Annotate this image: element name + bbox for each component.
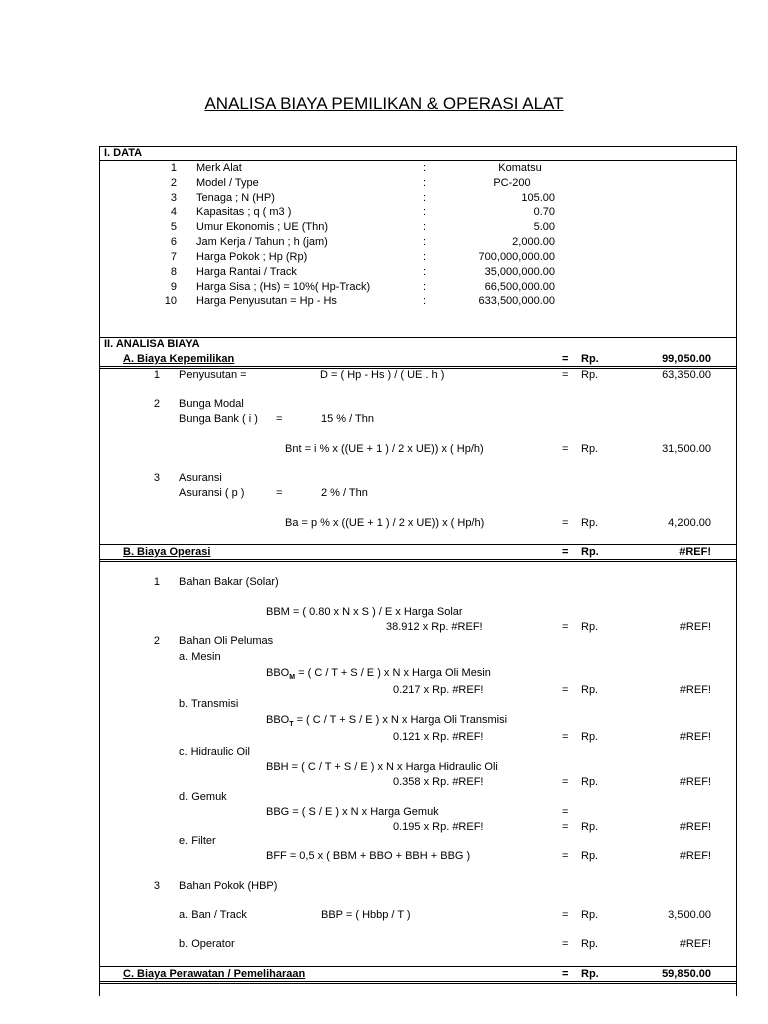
equals-sign: = (562, 821, 569, 833)
ban-track-label: a. Ban / Track (179, 909, 247, 921)
row-colon: : (423, 221, 427, 233)
bbo-transmisi-formula: $BBO_T$ = ( C / T + S / E ) x N x Harga Oli Transmisi (266, 714, 508, 729)
frame-right-line (736, 146, 737, 996)
item-number: 1 (153, 369, 160, 381)
equals-sign: = (562, 850, 569, 862)
biaya-perawatan-total: 59,850.00 (662, 968, 711, 980)
operator-label: b. Operator (179, 938, 235, 950)
oli-pelumas-label: Bahan Oli Pelumas (179, 635, 274, 647)
currency-label: Rp. (581, 731, 599, 743)
row-label: Harga Penyusutan = Hp - Hs (196, 295, 337, 307)
data-heading-line (99, 160, 737, 161)
row-number: 4 (170, 206, 177, 218)
row-value: PC-200 (493, 177, 531, 189)
currency-label: Rp. (581, 369, 599, 381)
filter-label: e. Filter (179, 835, 216, 847)
currency-label: Rp. (581, 546, 599, 558)
equals-sign: = (562, 546, 569, 558)
row-value: Komatsu (498, 162, 542, 174)
bbg-formula: BBG = ( S / E ) x N x Harga Gemuk (266, 806, 439, 818)
data-section-heading: I. DATA (104, 147, 143, 159)
row-label: Tenaga ; N (HP) (196, 192, 275, 204)
perawatan-top-line (99, 966, 737, 967)
bbg-calc: 0.195 x Rp. #REF! (393, 821, 484, 833)
row-label: Merk Alat (196, 162, 242, 174)
row-colon: : (423, 206, 427, 218)
currency-label: Rp. (581, 517, 599, 529)
row-value: 700,000,000.00 (478, 251, 555, 263)
item-number: 2 (153, 398, 160, 410)
bff-formula: BFF = 0,5 x ( BBM + BBO + BBH + BBG ) (266, 850, 471, 862)
bbg-value: #REF! (679, 821, 711, 833)
row-number: 2 (170, 177, 177, 189)
equals-sign: = (562, 938, 569, 950)
bbo-mesin-value: #REF! (679, 684, 711, 696)
row-value: 35,000,000.00 (484, 266, 555, 278)
equals-sign: = (562, 909, 569, 921)
currency-label: Rp. (581, 850, 599, 862)
bunga-rate: 15 % / Thn (321, 413, 374, 425)
bbh-formula: BBH = ( C / T + S / E ) x N x Harga Hidraulic Oli (266, 761, 498, 773)
item-number: 2 (153, 635, 160, 647)
bbp-value: 3,500.00 (668, 909, 711, 921)
bbo-transmisi-value: #REF! (679, 731, 711, 743)
row-value: 0.70 (533, 206, 555, 218)
row-number: 6 (170, 236, 177, 248)
bbh-value: #REF! (679, 776, 711, 788)
row-label: Umur Ekonomis ; UE (Thn) (196, 221, 329, 233)
item-number: 3 (153, 472, 160, 484)
currency-label: Rp. (581, 443, 599, 455)
row-number: 7 (170, 251, 177, 263)
bbm-value: #REF! (679, 621, 711, 633)
equals-sign: = (562, 806, 569, 818)
analisa-heading: II. ANALISA BIAYA (104, 338, 200, 350)
equals-sign: = (562, 684, 569, 696)
penyusutan-formula: D = ( Hp - Hs ) / ( UE . h ) (320, 369, 445, 381)
biaya-operasi-total: #REF! (679, 546, 711, 558)
currency-label: Rp. (581, 821, 599, 833)
row-colon: : (423, 266, 427, 278)
asuransi-value: 4,200.00 (668, 517, 711, 529)
equals-sign: = (562, 731, 569, 743)
row-value: 5.00 (533, 221, 555, 233)
row-colon: : (423, 295, 427, 307)
equals-sign: = (276, 413, 283, 425)
biaya-operasi-label: B. Biaya Operasi (123, 546, 211, 558)
asuransi-label: Asuransi (179, 472, 222, 484)
equals-sign: = (562, 968, 569, 980)
asuransi-sub-label: Asuransi ( p ) (179, 487, 245, 499)
frame-top-line (99, 146, 737, 147)
equals-sign: = (562, 353, 569, 365)
asuransi-formula: Ba = p % x ((UE + 1 ) / 2 x UE)) x ( Hp/h) (285, 517, 485, 529)
equals-sign: = (276, 487, 283, 499)
bunga-bank-label: Bunga Bank ( i ) (179, 413, 258, 425)
row-label: Model / Type (196, 177, 259, 189)
operasi-top-line (99, 544, 737, 545)
bbo-transmisi-calc: 0.121 x Rp. #REF! (393, 731, 484, 743)
row-colon: : (423, 251, 427, 263)
bahan-pokok-label: Bahan Pokok (HBP) (179, 880, 278, 892)
currency-label: Rp. (581, 684, 599, 696)
bahan-bakar-label: Bahan Bakar (Solar) (179, 576, 279, 588)
penyusutan-value: 63,350.00 (662, 369, 711, 381)
row-value: 66,500,000.00 (484, 281, 555, 293)
item-number: 1 (153, 576, 160, 588)
row-number: 9 (170, 281, 177, 293)
bff-value: #REF! (679, 850, 711, 862)
asuransi-rate: 2 % / Thn (321, 487, 368, 499)
bunga-modal-label: Bunga Modal (179, 398, 244, 410)
row-colon: : (423, 281, 427, 293)
bbh-calc: 0.358 x Rp. #REF! (393, 776, 484, 788)
biaya-kepemilikan-label: A. Biaya Kepemilikan (123, 353, 235, 365)
row-value: 633,500,000.00 (478, 295, 555, 307)
equals-sign: = (562, 517, 569, 529)
currency-label: Rp. (581, 909, 599, 921)
row-number: 10 (164, 295, 177, 307)
equals-sign: = (562, 776, 569, 788)
row-label: Harga Sisa ; (Hs) = 10%( Hp-Track) (196, 281, 371, 293)
bbo-mesin-formula: $BBO_M$ = ( C / T + S / E ) x N x Harga Oli Mesin (266, 667, 491, 682)
row-value: 105.00 (521, 192, 555, 204)
page-title: ANALISA BIAYA PEMILIKAN & OPERASI ALAT (204, 94, 564, 113)
bbm-calc: 38.912 x Rp. #REF! (386, 621, 483, 633)
biaya-perawatan-label: C. Biaya Perawatan / Pemeliharaan (123, 968, 306, 980)
hidraulic-oil-label: c. Hidraulic Oil (179, 746, 250, 758)
biaya-kepemilikan-total: 99,050.00 (662, 353, 711, 365)
oli-mesin-label: a. Mesin (179, 651, 221, 663)
penyusutan-label: Penyusutan = (179, 369, 247, 381)
row-colon: : (423, 192, 427, 204)
operator-value: #REF! (679, 938, 711, 950)
row-value: 2,000.00 (512, 236, 555, 248)
bbo-mesin-calc: 0.217 x Rp. #REF! (393, 684, 484, 696)
frame-left-line (99, 146, 100, 996)
equals-sign: = (562, 621, 569, 633)
row-label: Jam Kerja / Tahun ; h (jam) (196, 236, 328, 248)
row-number: 3 (170, 192, 177, 204)
gemuk-label: d. Gemuk (179, 791, 227, 803)
row-label: Kapasitas ; q ( m3 ) (196, 206, 292, 218)
currency-label: Rp. (581, 938, 599, 950)
currency-label: Rp. (581, 353, 599, 365)
row-number: 8 (170, 266, 177, 278)
bbp-formula: BBP = ( Hbbp / T ) (321, 909, 411, 921)
row-number: 1 (170, 162, 177, 174)
row-colon: : (423, 177, 427, 189)
currency-label: Rp. (581, 621, 599, 633)
bunga-value: 31,500.00 (662, 443, 711, 455)
equals-sign: = (562, 443, 569, 455)
operasi-double-line (99, 559, 737, 562)
bunga-formula: Bnt = i % x ((UE + 1 ) / 2 x UE)) x ( Hp/h) (285, 443, 484, 455)
row-number: 5 (170, 221, 177, 233)
row-label: Harga Pokok ; Hp (Rp) (196, 251, 308, 263)
oli-transmisi-label: b. Transmisi (179, 698, 239, 710)
row-colon: : (423, 162, 427, 174)
bbm-formula: BBM = ( 0.80 x N x S ) / E x Harga Solar (266, 606, 463, 618)
row-colon: : (423, 236, 427, 248)
perawatan-double-line (99, 981, 737, 984)
row-label: Harga Rantai / Track (196, 266, 297, 278)
item-number: 3 (153, 880, 160, 892)
currency-label: Rp. (581, 776, 599, 788)
equals-sign: = (562, 369, 569, 381)
currency-label: Rp. (581, 968, 599, 980)
